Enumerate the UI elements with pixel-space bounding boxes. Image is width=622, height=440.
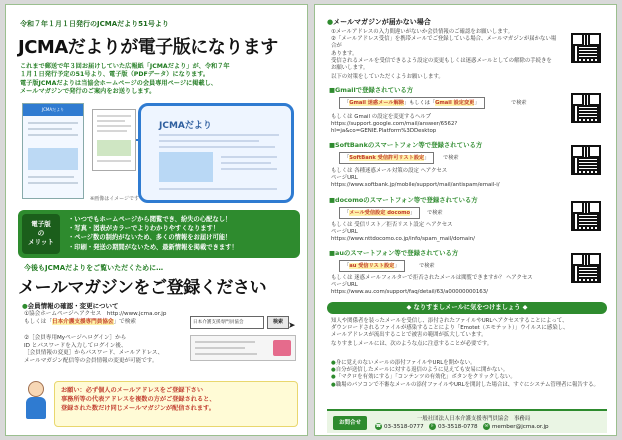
carrier-detail: [331, 114, 557, 136]
keyword-box: 「Gmail 迷惑メール解除」もしくは「Gmail 設定変更」: [339, 97, 485, 109]
carrier-detail: [331, 168, 557, 190]
merit-item: ・写真・図表がカラーでよりわかりやすくなります！: [68, 225, 220, 233]
keyword-box: 「SoftBank 受信許可リスト設定」: [339, 152, 434, 164]
character-illustration: [20, 375, 50, 423]
merit-item: ・印刷・発送の期間がないため、最新情報を掲載できます！: [68, 243, 238, 251]
section-head-text: 会員情報の確認・変更について: [27, 302, 119, 310]
step-2-line: ID とパスワードを入力してログイン後、: [24, 342, 127, 349]
merit-badge-line: の: [37, 229, 45, 237]
contact-mail[interactable]: member@jcma.or.jp: [491, 424, 549, 430]
pdf-page-image: [92, 109, 136, 171]
carrier-detail-line: もしくは Gmail の設定を変更するヘルプ: [331, 114, 432, 120]
newsletter-cover-image: [22, 103, 84, 199]
step-1-line: もしくは「日本介護支援専門員協会」で検索: [24, 318, 136, 325]
step-2-line: メールマガジン配信等の会員情報の変更が可能です。: [24, 357, 158, 364]
merit-badge: [22, 214, 60, 254]
note-line: 事務所等の代表アドレスを複数の方がご登録されると、: [61, 396, 216, 403]
register-title: メールマガジンをご登録ください: [18, 278, 267, 298]
tips-bar: ◆ なりすましメールに気をつけましょう ◆: [327, 302, 607, 314]
intro-line: これまで郵送で年３回お届けしていた広報紙「JCMAだより」が、令和７年: [20, 63, 230, 70]
pdf-illustration: [20, 103, 296, 205]
carrier-url[interactable]: https://www.nttdocomo.co.jp/info/spam_mail/domain/: [331, 236, 475, 243]
step-2-line: ②［会員専用Myページへログイン］から: [24, 335, 127, 341]
contact-org: 一般社団法人日本介護支援専門員協会 事務局: [417, 416, 531, 422]
search-input[interactable]: 日本介護支援専門員協会: [190, 316, 264, 329]
carrier-detail-line: もしくは 各種迷惑メール対策の設定 へアクセス: [331, 168, 448, 174]
qr-code-icon: [571, 93, 601, 123]
keyword: au 受信リスト設定: [349, 263, 395, 269]
step-2-line: ［会員情報の変更］からパスワード、メールアドレス、: [24, 350, 164, 357]
keyword-suffix: で検索: [511, 100, 527, 106]
keyword-highlight: 日本介護支援専門員協会: [51, 318, 114, 325]
carrier-name: auのスマートフォン等で登録されている方: [335, 249, 459, 257]
phone-icon: ☎: [375, 424, 382, 429]
figure-caption: ※画像はイメージです: [90, 196, 140, 202]
intro-text: [20, 63, 298, 97]
cover-title: JCMAだより: [23, 104, 83, 116]
right-head-text: メールマガジンが届かない場合: [333, 18, 431, 26]
login-button-image: [273, 340, 291, 356]
keyword-suffix: で検索: [419, 263, 435, 269]
tips-line: なりすましメールには、次のような点に注意することが必要です。: [331, 340, 493, 347]
carrier-name: SoftBankのスマートフォン等で登録されている方: [335, 141, 483, 149]
mypage-screenshot: [190, 335, 296, 361]
note-line: お願い：必ず個人のメールアドレスをご登録下さい: [61, 387, 204, 394]
step-1-line: ①協会ホームページへアクセス http://www.jcma.or.jp: [24, 311, 167, 317]
right-intro: [331, 29, 557, 81]
right-head: ●メールマガジンが届かない場合: [327, 18, 431, 26]
carrier-detail-line: ページURL: [331, 175, 358, 182]
keyword-suffix: で検索: [443, 155, 459, 161]
note-line: 登録された数だけ同じメールマガジンが配信されます。: [61, 405, 215, 412]
carrier-head-gmail: ■Gmailで登録されている方: [329, 86, 414, 94]
tips-line: 知人や関係者を装ったメールを受信し、添付されたファイルやURLへアクセスすることによって、: [331, 318, 568, 324]
keyword: Gmail 迷惑メール解除: [349, 100, 404, 106]
keyword-suffix: で検索: [427, 210, 443, 216]
carrier-detail-line: ページURL: [331, 282, 358, 289]
intro-line: 電子版JCMAだよりは当協会ホームページの会員専用ページに掲載し、: [20, 79, 217, 87]
carrier-head-docomo: ■docomoのスマートフォン等で登録されている方: [329, 196, 478, 204]
qr-code-icon: [571, 145, 601, 175]
carrier-url[interactable]: https://www.softbank.jp/mobile/support/mail/antispam/email-i/: [331, 182, 500, 189]
merit-badge-line: 電子版: [31, 220, 51, 228]
tip-item: ●職場のパソコンで不審なメールの添付ファイルやURLを開封した場合は、すぐにシステム管理者に報告する。: [331, 381, 599, 388]
now-line: 今後もJCMAだよりをご覧いただくために…: [24, 264, 164, 272]
step-2: [24, 335, 186, 365]
carrier-name: docomoのスマートフォン等で登録されている方: [335, 196, 478, 204]
qr-code-icon: [571, 201, 601, 231]
note-box: [54, 381, 298, 427]
keyword: SoftBank 受信許可リスト設定: [349, 155, 425, 161]
section-head: ●会員情報の確認・変更について: [22, 302, 119, 310]
carrier-head-au: ■auのスマートフォン等で登録されている方: [329, 249, 459, 257]
issue-line: 令和７年１月１日発行のJCMAだより51号より: [20, 20, 169, 28]
tips-line: メールアドレスが流出することで被害の範囲が拡大しています。: [331, 332, 487, 339]
carrier-detail-line: もしくは 受信リスト／拒否リスト設定 へアクセス: [331, 222, 453, 228]
intro-line: １月１日発行予定の51号より、電子版（PDFデータ）になります。: [20, 71, 210, 79]
intro-line: メールマガジンで発行のご案内をお送りします。: [20, 88, 156, 96]
merit-list: [68, 215, 296, 252]
merit-box: [18, 210, 300, 258]
cursor-icon: ➤: [288, 321, 296, 331]
carrier-detail: [331, 222, 557, 244]
contact-tel[interactable]: 03-3518-0777: [384, 424, 424, 430]
contact-box: [327, 409, 607, 433]
tip-item: ●「マクロを有効にする」「コンテンツの有効化」ボタンをクリックしない。: [331, 374, 516, 381]
zoom-title: JCMAだより: [159, 121, 212, 131]
keyword-box: 「メール受信設定 docomo」: [339, 207, 420, 219]
merit-item: ・いつでもホームページから閲覧でき、紛失の心配なし！: [68, 216, 232, 223]
contact-badge: お問合せ: [333, 416, 367, 430]
tips-line: ダウンロードされるファイルが感染することにより「Emotet（エモテット）」ウイルスに感染し、: [331, 325, 569, 332]
merit-item: ・ページ数の制約がないため、多くの情報をお届け可能！: [68, 234, 232, 242]
main-title: JCMAだよりが電子版になります: [18, 37, 278, 58]
right-intro-line: 受信されるメールを受信できるよう設定の変更もしくは迷惑メールとしての解除の手続きを: [331, 57, 552, 64]
right-intro-line: ②「メールアドレス受信」を携帯メールでご登録している場合、メールマガジンが届かない場合が: [331, 36, 557, 50]
right-intro-line: お願いします。: [331, 65, 369, 72]
carrier-detail-line: ページURL: [331, 229, 358, 236]
carrier-head-softbank: ■SoftBankのスマートフォン等で登録されている方: [329, 141, 483, 149]
contact-fax: 03-3518-0778: [437, 424, 478, 430]
carrier-detail-line: もしくは 迷惑メールフィルターで拒否されたメールは閲覧できますか？ へアクセス: [331, 275, 533, 281]
carrier-url[interactable]: https://www.au.com/support/faq/detail/63/a00000000163/: [331, 289, 488, 296]
tip-item: ●身に覚えのないメールの添付ファイルやURLを開かない。: [331, 360, 476, 366]
left-page: [5, 4, 308, 436]
contact-line: [375, 423, 549, 430]
fax-icon: F: [429, 423, 436, 430]
keyword: Gmail 設定変更: [435, 100, 475, 106]
qr-code-icon: [571, 253, 601, 283]
right-intro-line: ①メールアドレスの入力間違いがないか会員情報のご確認をお願いします。: [331, 29, 514, 35]
carrier-url[interactable]: https://support.google.com/mail/answer/6562?hl=ja&co=GENIE.Platform%3DDesktop: [331, 121, 458, 135]
tip-item: ●自分が送信したメールに対する返信のように見えても安易に開かない。: [331, 367, 509, 374]
keyword-box: 「au 受信リスト設定」: [339, 260, 405, 272]
right-intro-line: あります。: [331, 50, 358, 57]
tips-text: [331, 318, 603, 348]
qr-code-icon: [571, 33, 601, 63]
carrier-name: Gmailで登録されている方: [335, 86, 414, 94]
step-1: [24, 311, 186, 326]
tips-list: [331, 360, 603, 389]
zoom-preview: [138, 103, 294, 203]
right-intro-line: 以下の対策をしていただくようお願いします。: [331, 74, 444, 81]
keyword: メール受信設定 docomo: [349, 210, 411, 216]
carrier-detail: [331, 275, 557, 297]
search-button[interactable]: 検索: [267, 316, 289, 329]
merit-badge-line: メリット: [28, 238, 54, 246]
right-page: [314, 4, 617, 436]
mail-icon: ✉: [484, 424, 489, 429]
